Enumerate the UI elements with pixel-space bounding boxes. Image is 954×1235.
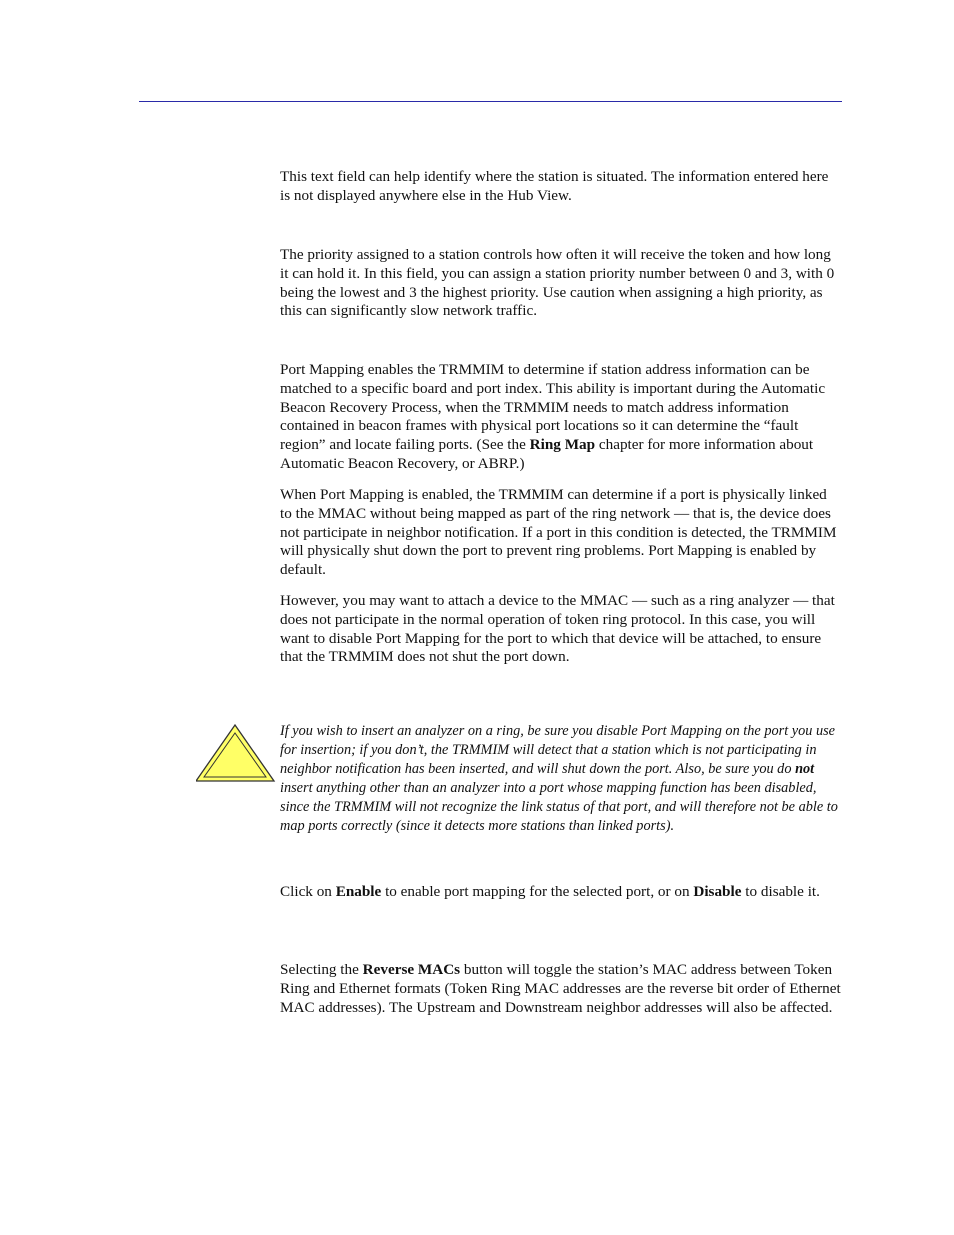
priority-paragraph: The priority assigned to a station controls how often it will receive the token and how long it can hold it. In this field, you can assign a station priority number between 0 and 3, with 0 being the lowest and 3 the highest priority. Use caution when assigning a high priority, as this can significantly slow network traffic. bbox=[280, 246, 835, 320]
reverse-macs-paragraph: Selecting the Reverse MACs button will toggle the station’s MAC address between Token Ring and Ethernet formats (Token Ring MAC addresses are the reverse bit order of Ethernet MAC addresses). The Upstream and Downstream neighbor addresses will also be affected. bbox=[280, 961, 841, 1016]
reverse-macs-label: Reverse MACs bbox=[362, 961, 461, 978]
header-rule bbox=[139, 101, 842, 102]
enable-disable-paragraph: Click on Enable to enable port mapping for the selected port, or on Disable to disable it. bbox=[280, 883, 820, 900]
port-mapping-paragraph-1: Port Mapping enables the TRMMIM to determine if station address information can be matched to a specific board and port index. This ability is important during the Automatic Beacon Recovery Process, when the TRMMIM needs to match address information contained in beacon frames with physical port locations so it can determine the “fault region” and locate failing ports. (See the Ring Map chapter for more information about Automatic Beacon Recovery, or ABRP.) bbox=[280, 361, 826, 472]
port-mapping-paragraph-3: However, you may want to attach a device to the MMAC — such as a ring analyzer — that does not participate in the normal operation of token ring protocol. In this case, you will want to disable Port Mapping for the port to which that device will be attached, to ensure that the TRMMIM does not shut the port down. bbox=[280, 592, 835, 666]
port-mapping-paragraph-2: When Port Mapping is enabled, the TRMMIM can determine if a port is physically linked to the MMAC without being mapped as part of the ring network — that is, the device does not participate in neighbor notification. If a port in this condition is detected, the TRMMIM will physically shut down the port to prevent ring problems. Port Mapping is enabled by default. bbox=[280, 486, 837, 579]
caution-triangle-icon bbox=[196, 723, 276, 783]
enable-label: Enable bbox=[335, 883, 382, 900]
caution-note: If you wish to insert an analyzer on a ring, be sure you disable Port Mapping on the port you use for insertion; if you don’t, the TRMMIM will detect that a station which is not participating in neighbor notification has been inserted, and will shut down the port. Also, be sure you do not insert anything other than an analyzer into a port whose mapping function has been disabled, since the TRMMIM will not recognize the link status of that port, and will therefore not be able to map ports correctly (since it detects more stations than linked ports). bbox=[280, 723, 838, 834]
location-paragraph: This text field can help identify where the station is situated. The information entered here is not displayed anywhere else in the Hub View. bbox=[280, 168, 829, 204]
disable-label: Disable bbox=[693, 883, 742, 900]
caution-emphasis: not bbox=[795, 760, 815, 777]
ring-map-reference: Ring Map bbox=[529, 436, 596, 454]
